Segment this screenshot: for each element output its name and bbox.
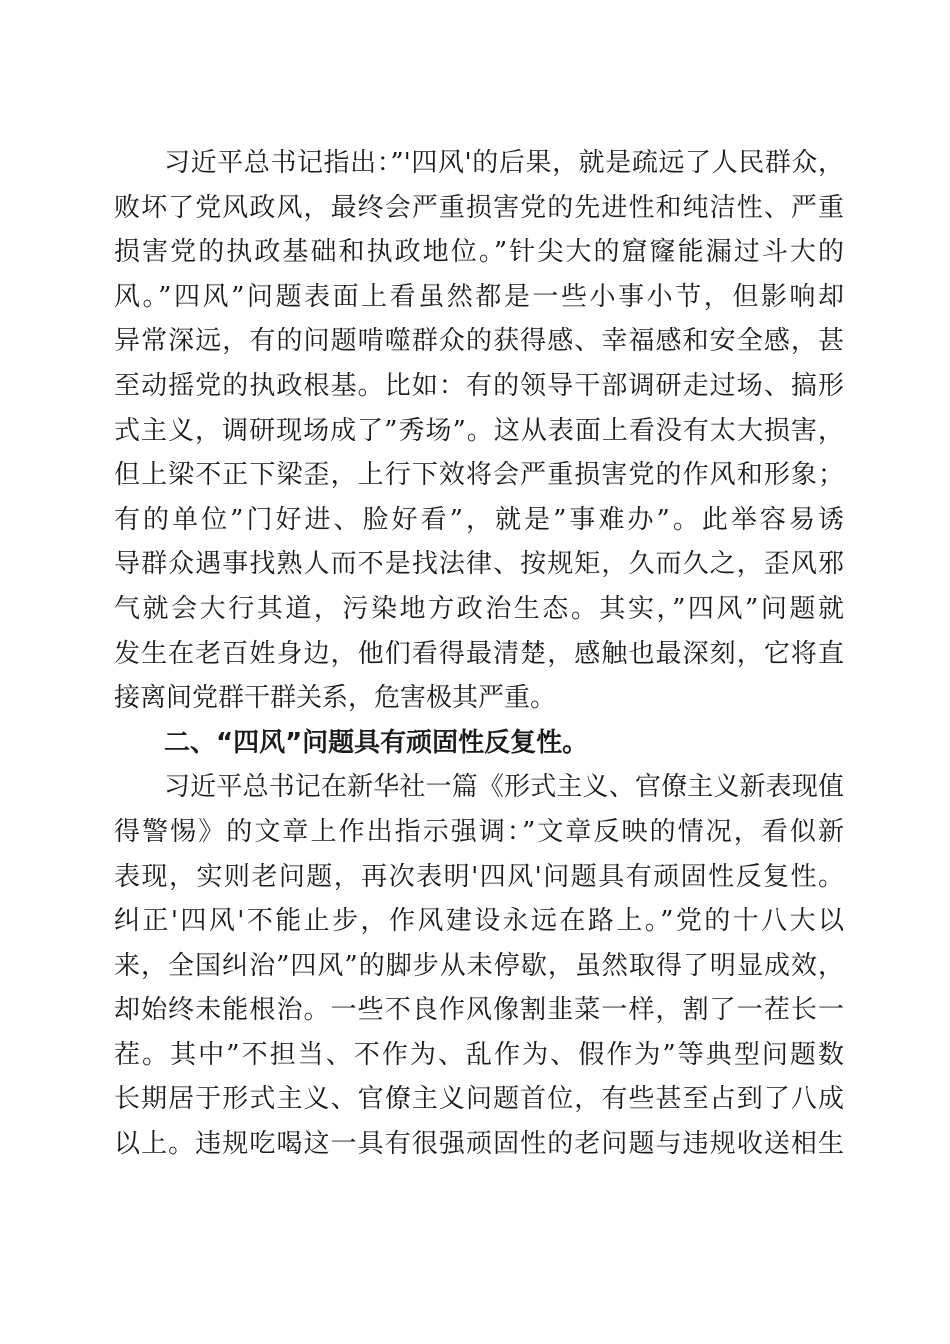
paragraph-line: 得警惕》的文章上作出指示强调：”文章反映的情况，看似新 — [114, 816, 844, 847]
document-body — [114, 141, 844, 1167]
section-heading: 二、“四风”问题具有顽固性反复性。 — [164, 727, 589, 758]
paragraph-line: 损害党的执政基础和执政地位。”针尖大的窟窿能漏过斗大的 — [114, 237, 844, 268]
paragraph-line: 异常深远，有的问题啃噬群众的获得感、幸福感和安全感，甚 — [114, 326, 844, 357]
paragraph-line: 式主义，调研现场成了”秀场”。这从表面上看没有太大损害， — [114, 415, 844, 446]
paragraph-line: 习近平总书记指出：”'四风'的后果，就是疏远了人民群众， — [164, 148, 844, 178]
paragraph-line: 导群众遇事找熟人而不是找法律、按规矩，久而久之，歪风邪 — [114, 549, 844, 580]
paragraph-line: 茬。其中”不担当、不作为、乱作为、假作为”等典型问题数 — [114, 1039, 844, 1070]
paragraph-line: 风。”四风”问题表面上看虽然都是一些小事小节，但影响却 — [114, 281, 844, 312]
paragraph-line: 长期居于形式主义、官僚主义问题首位，有些甚至占到了八成 — [114, 1084, 844, 1115]
paragraph-line: 有的单位”门好进、脸好看”，就是”事难办”。此举容易诱 — [114, 504, 844, 535]
paragraph-line: 以上。违规吃喝这一具有很强顽固性的老问题与违规收送相生 — [114, 1129, 844, 1160]
paragraph-line: 发生在老百姓身边，他们看得最清楚，感触也最深刻，它将直 — [114, 638, 844, 669]
paragraph-line: 气就会大行其道，污染地方政治生态。其实，”四风”问题就 — [114, 593, 844, 624]
paragraph-line: 表现，实则老问题，再次表明'四风'问题具有顽固性反复性。 — [114, 861, 844, 892]
paragraph-line: 至动摇党的执政根基。比如：有的领导干部调研走过场、搞形 — [114, 370, 844, 401]
paragraph-line: 却始终未能根治。一些不良作风像割韭菜一样，割了一茬长一 — [114, 995, 844, 1026]
paragraph-line: 败坏了党风政风，最终会严重损害党的先进性和纯洁性、严重 — [114, 192, 844, 223]
paragraph-line: 习近平总书记在新华社一篇《形式主义、官僚主义新表现值 — [164, 772, 844, 803]
paragraph-line: 但上梁不正下梁歪，上行下效将会严重损害党的作风和形象； — [114, 460, 844, 491]
paragraph-line: 来，全国纠治”四风”的脚步从未停歇，虽然取得了明显成效， — [114, 950, 844, 981]
paragraph-line: 接离间党群干群关系，危害极其严重。 — [114, 683, 557, 714]
paragraph-line: 纠正'四风'不能止步，作风建设永远在路上。”党的十八大以 — [114, 906, 844, 937]
